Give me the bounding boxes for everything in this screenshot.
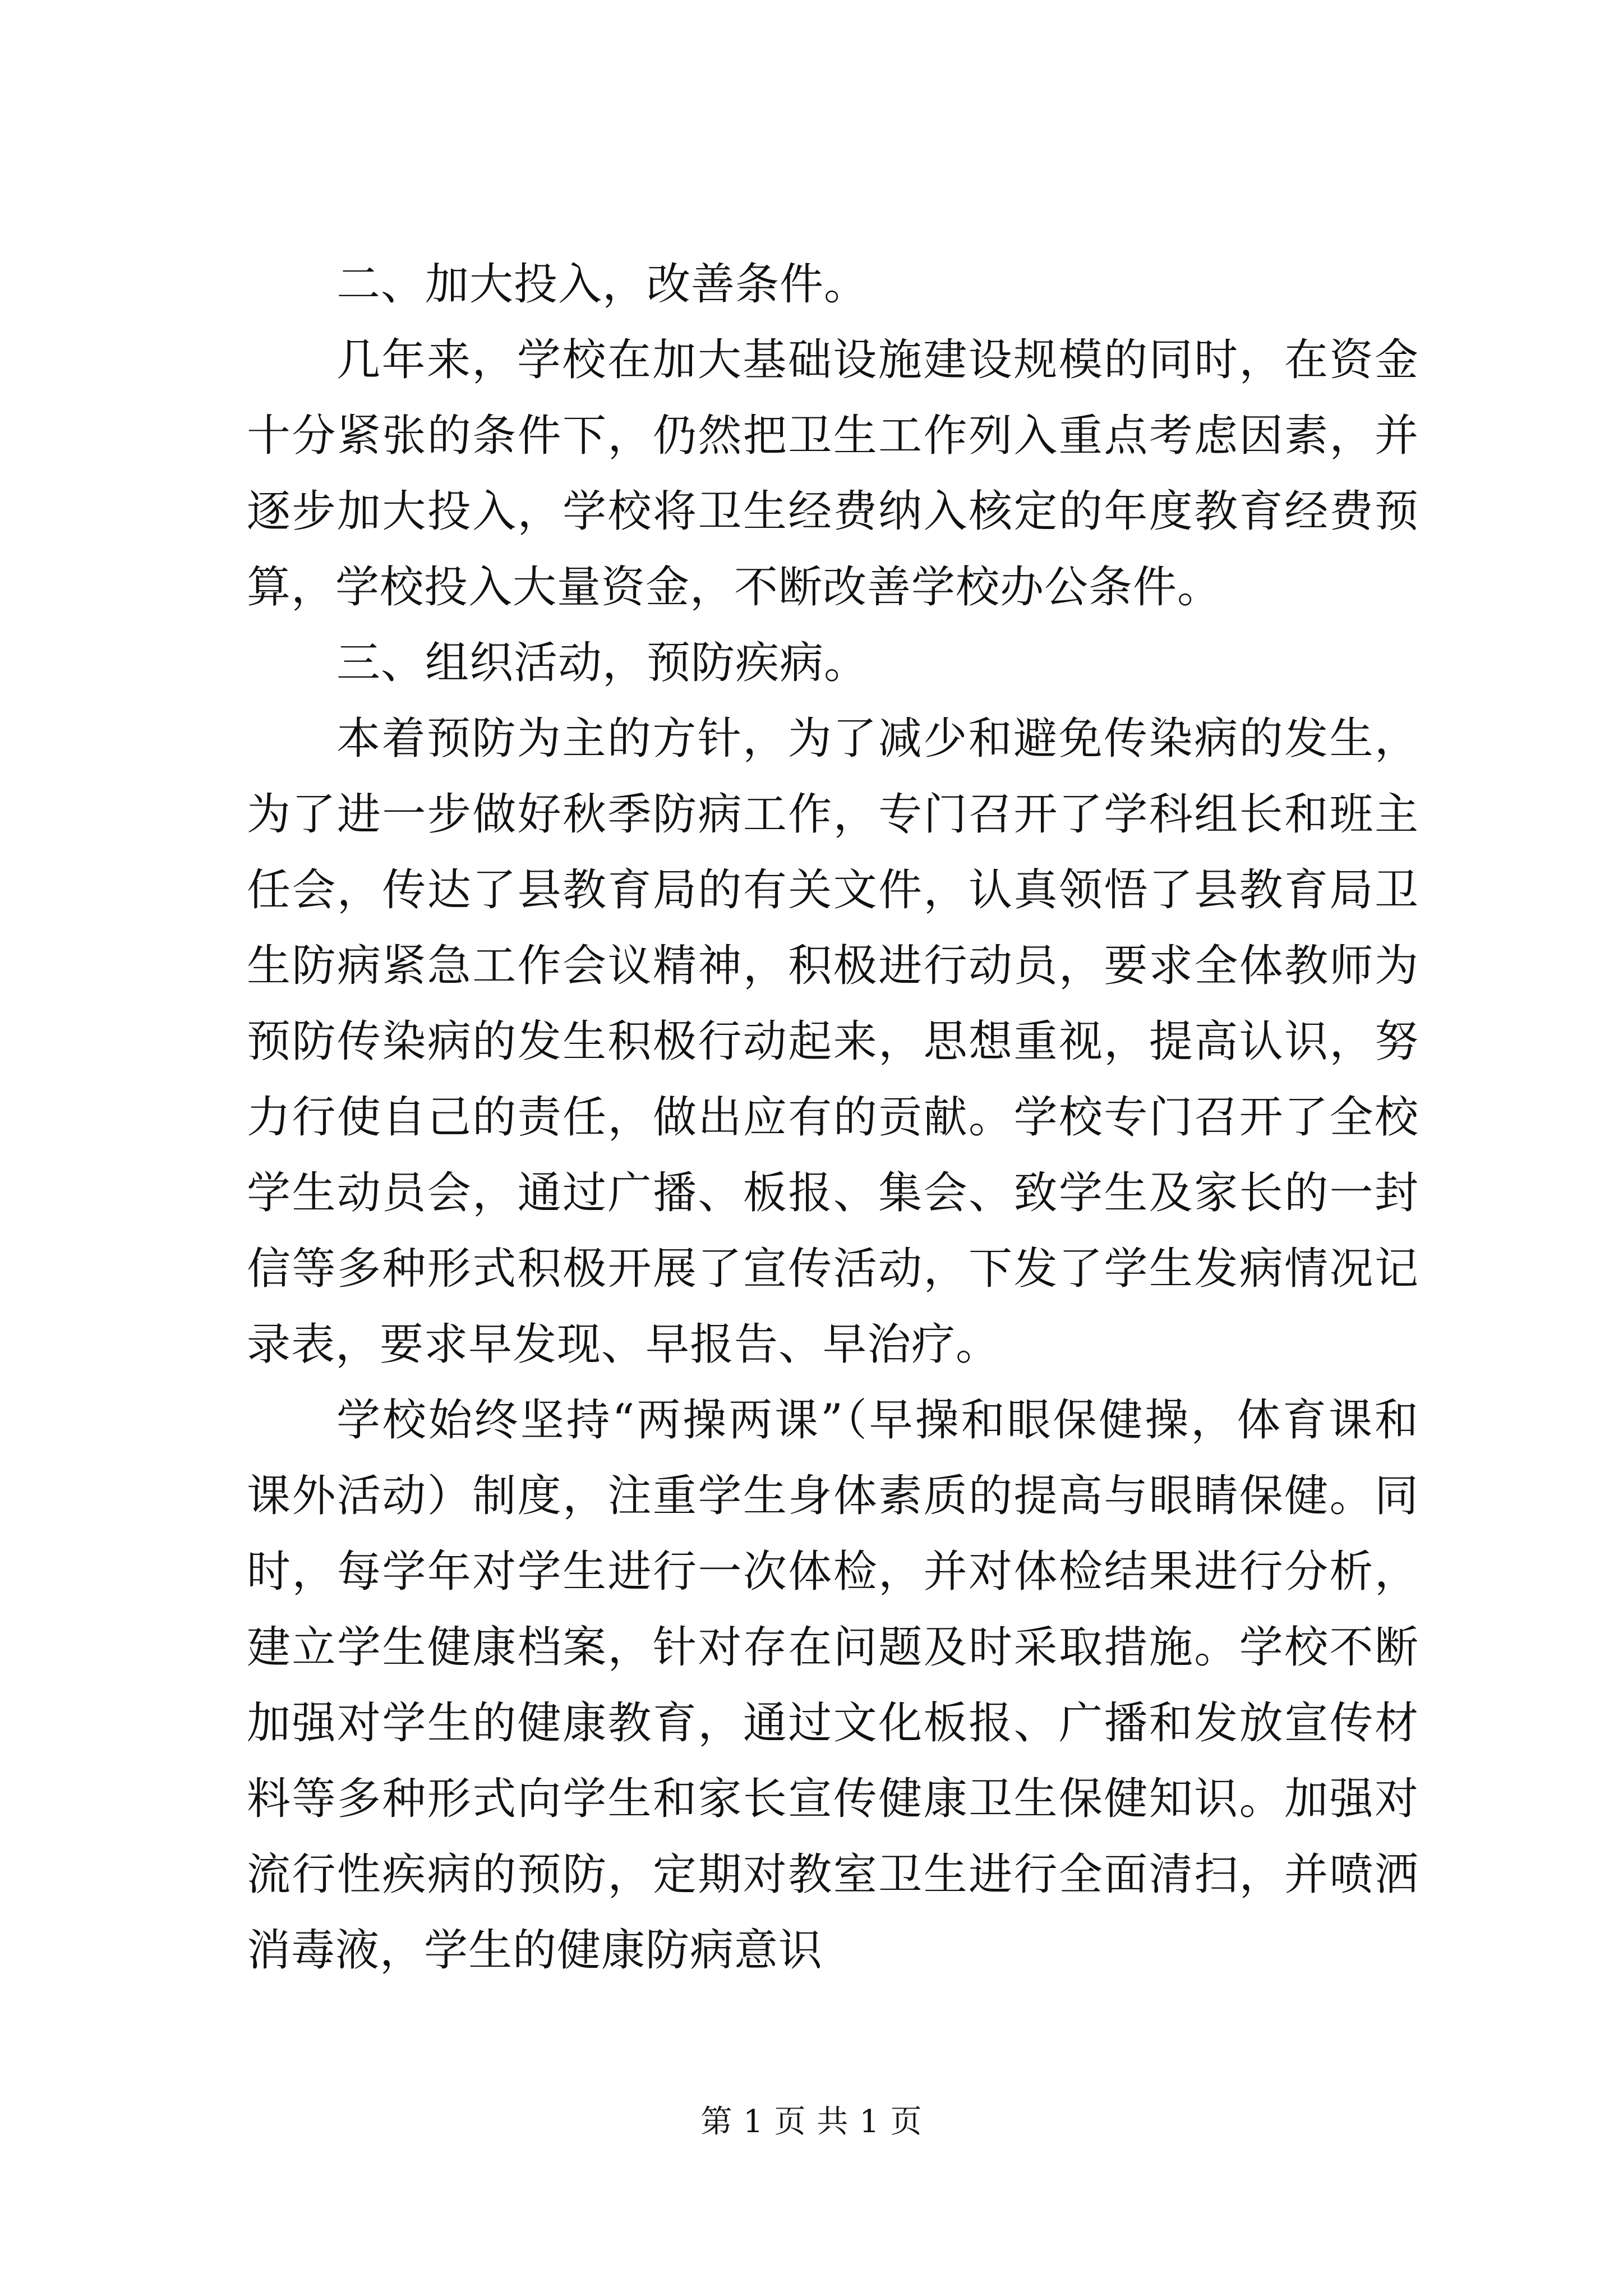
paragraph-investment: 几年来，学校在加大基础设施建设规模的同时，在资金十分紧张的条件下，仍然把卫生工作列入重点考虑因素，并逐步加大投入，学校将卫生经费纳入核定的年度教育经费预算，学校投入大量资金，不断改善学校办公条件。 bbox=[247, 335, 1419, 613]
section-heading-3: 三、组织活动，预防疾病。 bbox=[336, 638, 869, 688]
page-footer: 第 1 页 共 1 页 bbox=[700, 2104, 923, 2140]
paragraph-exercise: 学校始终坚持“两操两课”（早操和眼保健操，体育课和课外活动）制度，注重学生身体素质的提高与眼睛保健。同时，每学年对学生进行一次体检，并对体检结果进行分析，建立学生健康档案，针对存在问题及时采取措施。学校不断加强对学生的健康教育，通过文化板报、广播和发放宣传材料等多种形式向学生和家长宣传健康卫生保健知识。加强对流行性疾病的预防，定期对教室卫生进行全面清扫，并喷洒消毒液，学生的健康防病意识 bbox=[247, 1395, 1419, 1976]
section-heading-2: 二、加大投入，改善条件。 bbox=[336, 259, 869, 310]
document-body bbox=[247, 247, 1419, 1989]
paragraph-prevention: 本着预防为主的方针，为了减少和避免传染病的发生，为了进一步做好秋季防病工作，专门召开了学科组长和班主任会，传达了县教育局的有关文件，认真领悟了县教育局卫生防病紧急工作会议精神，积极进行动员，要求全体教师为预防传染病的发生积极行动起来，思想重视，提高认识，努力行使自己的责任，做出应有的贡献。学校专门召开了全校学生动员会，通过广播、板报、集会、致学生及家长的一封信等多种形式积极开展了宣传活动，下发了学生发病情况记录表，要求早发现、早报告、早治疗。 bbox=[247, 714, 1419, 1370]
